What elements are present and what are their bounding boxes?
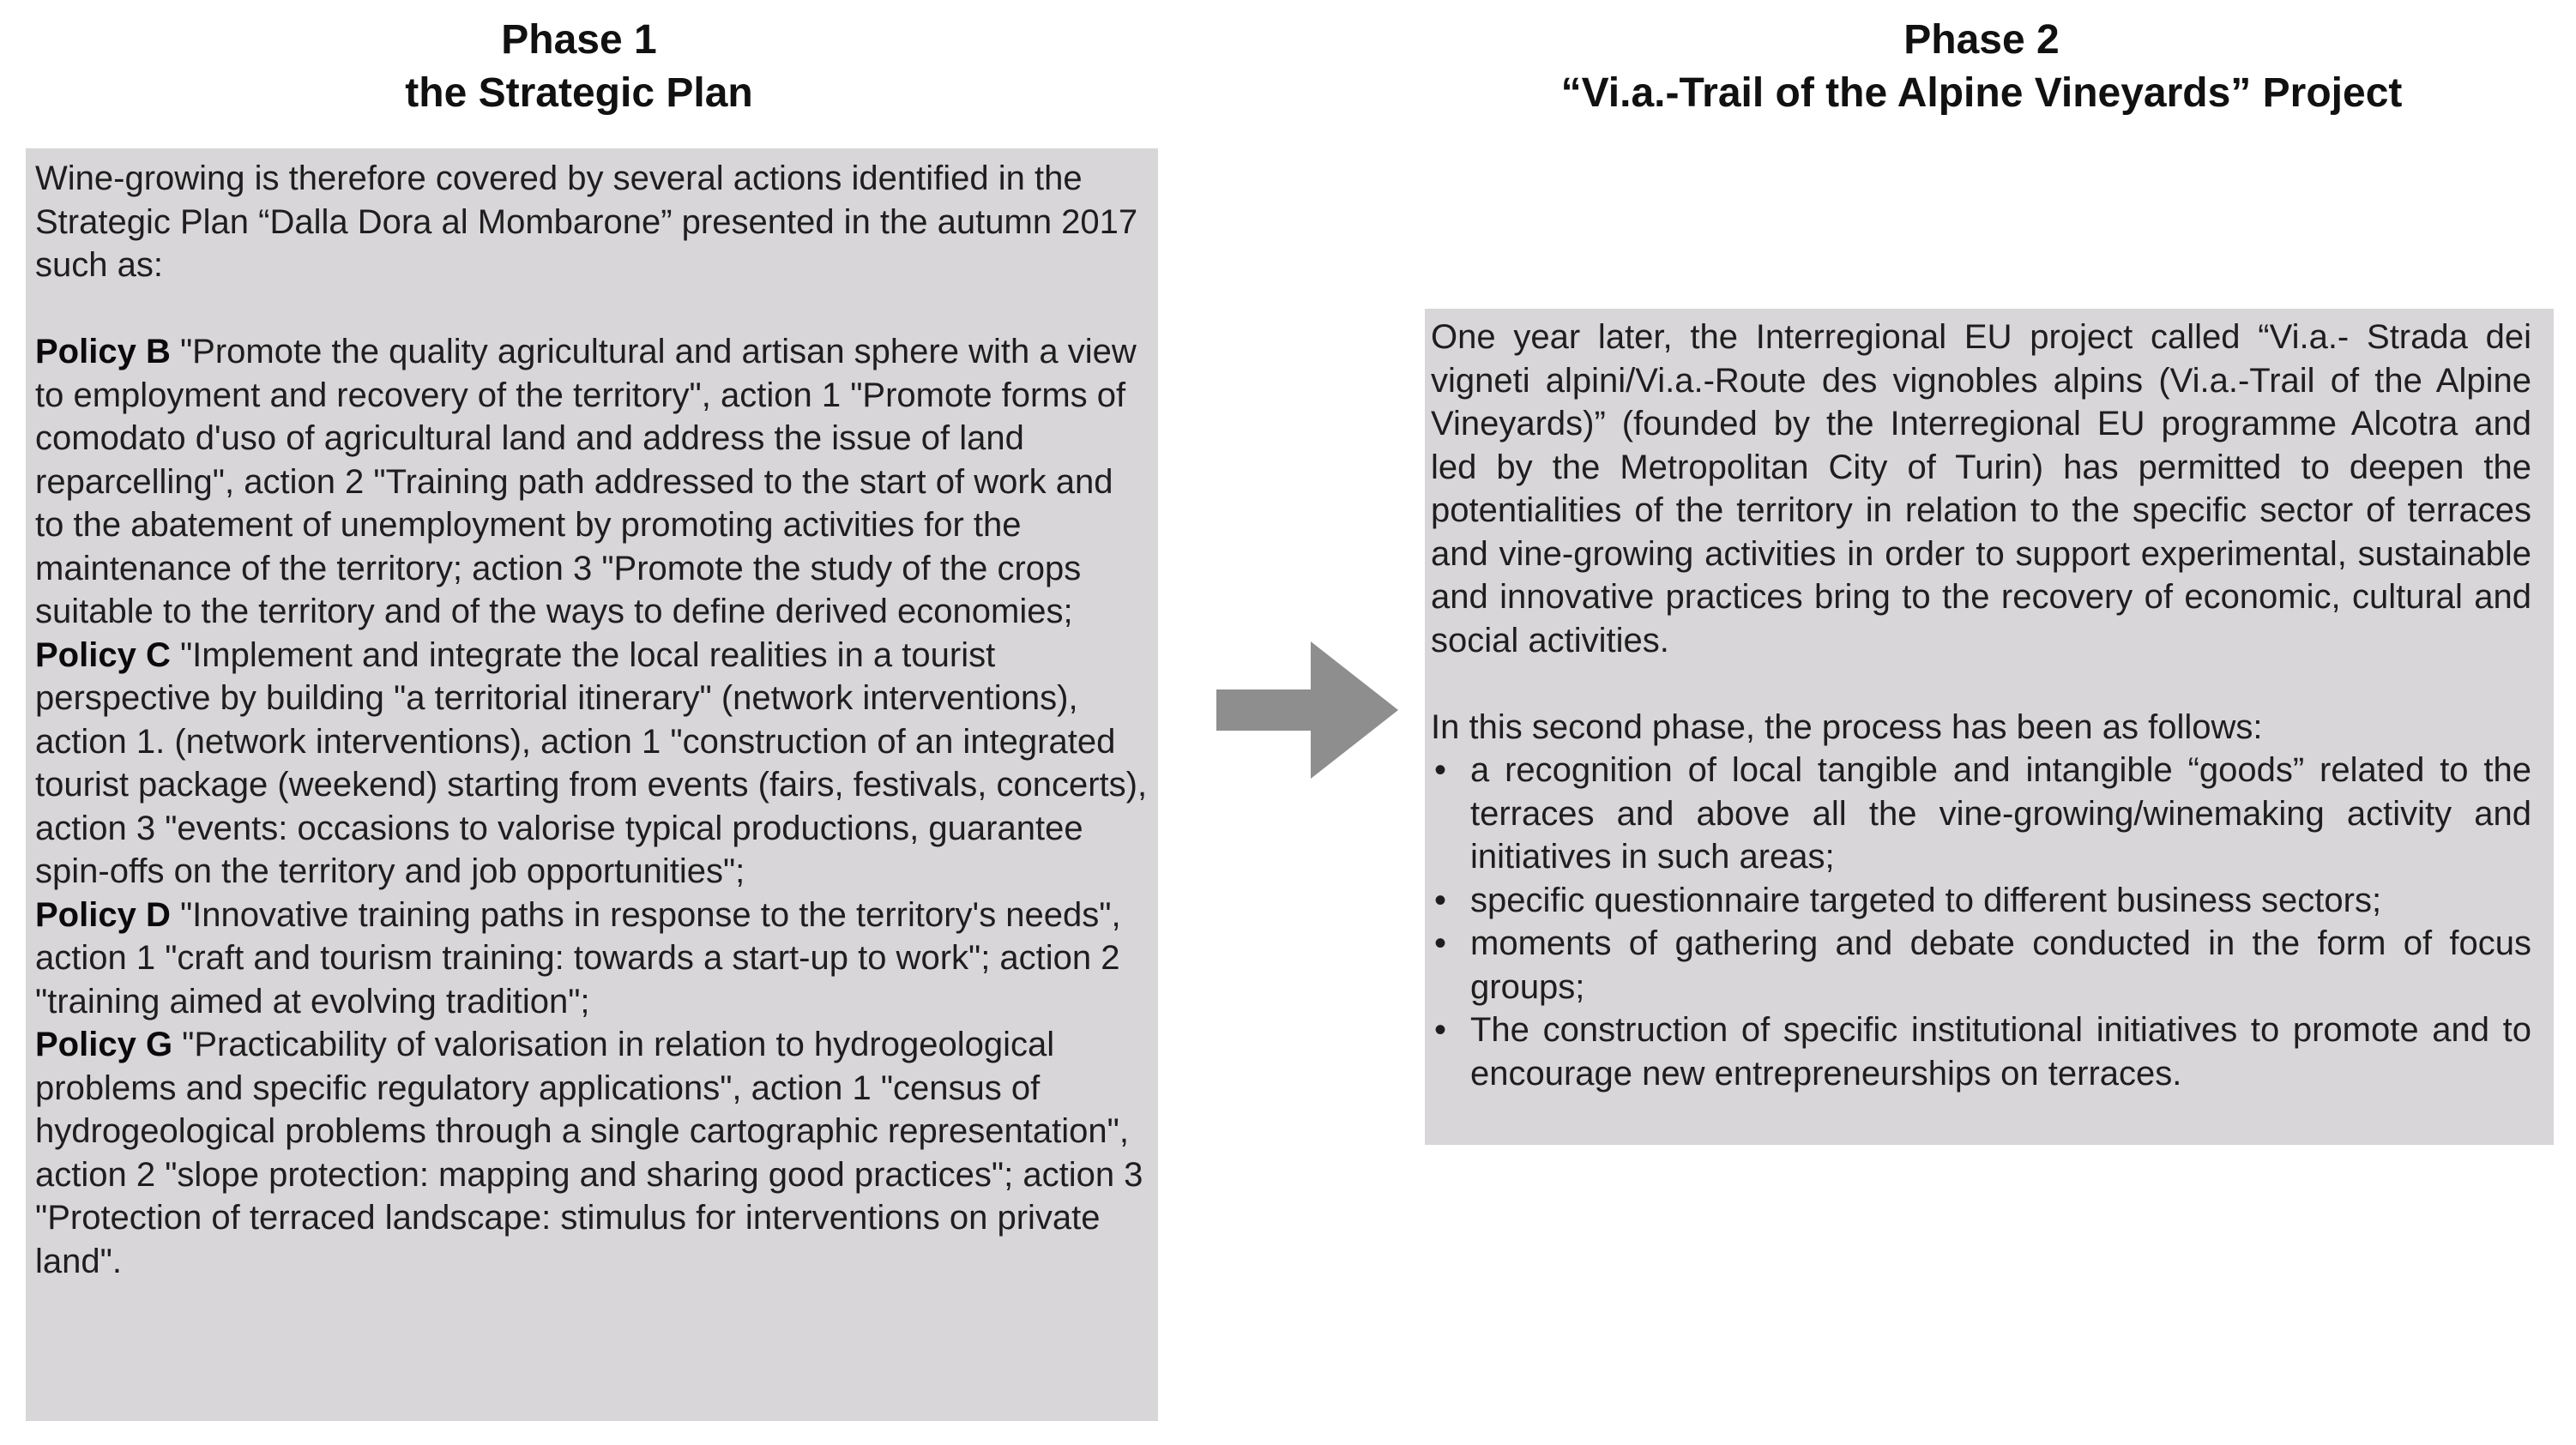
paragraph-spacer <box>35 287 1149 331</box>
strategic-plan-intro: Wine-growing is therefore covered by several actions identified in the Strategic Plan “Dalla Dora al Mombarone” presented in the autumn 2017 such as: <box>35 160 1138 284</box>
strategic-plan-box <box>26 148 1158 1421</box>
list-item-text: moments of gathering and debate conducted in the form of focus groups; <box>1470 924 2531 1006</box>
paragraph-spacer <box>1431 662 2531 706</box>
policy-d-label: Policy D <box>35 895 171 934</box>
arrow-right-shape <box>1216 641 1398 779</box>
bullet-icon: • <box>1434 924 1447 962</box>
bullet-icon: • <box>1434 881 1447 919</box>
policy-b <box>35 330 1149 634</box>
list-item-text: The construction of specific institutional initiatives to promote and to encourage new entrepreneurships on terraces. <box>1470 1011 2531 1093</box>
bullet-icon: • <box>1434 751 1447 789</box>
phase1-title: Phase 1 <box>501 17 657 63</box>
alpine-vineyards-box <box>1425 309 2554 1145</box>
policy-c-text: "Implement and integrate the local realities in a tourist perspective by building "a territorial itinerary" (network interventions), action 1. (network interventions), action 1 "construction of an integrated tourist package (weekend) starting from events (fairs, festivals, concerts), action 3 "events: occasions to valorise typical productions, guarantee spin-offs on the territory and job opportunities"; <box>35 635 1148 890</box>
phase2-subtitle: “Vi.a.-Trail of the Alpine Vineyards” Project <box>1560 70 2403 116</box>
policy-c-label: Policy C <box>35 635 171 674</box>
phase1-heading <box>26 14 1132 120</box>
phase2-heading <box>1424 14 2539 120</box>
arrow-right-icon <box>1216 641 1398 779</box>
process-intro: In this second phase, the process has been as follows: <box>1431 707 2263 746</box>
list-item <box>1431 922 2531 1008</box>
policy-g-label: Policy G <box>35 1026 173 1063</box>
list-item-text: specific questionnaire targeted to different business sectors; <box>1470 881 2382 919</box>
phase1-subtitle: the Strategic Plan <box>405 70 753 116</box>
list-item <box>1431 1008 2531 1095</box>
policy-c <box>35 634 1149 894</box>
list-item <box>1431 749 2531 879</box>
policy-d-text: "Innovative training paths in response to the territory's needs", action 1 "craft and tourism training: towards a start-up to work"; action 2 "training aimed at evolving tradition"; <box>35 895 1121 1021</box>
list-item <box>1431 879 2531 923</box>
policy-d <box>35 894 1149 1024</box>
policy-g-text: "Practicability of valorisation in relation to hydrogeological problems and specific regulatory applications", action 1 "census of hydrogeological problems through a single cartographic representation", action 2 "slope protection: mapping and sharing good practices"; action 3 "Protection of terraced landscape: stimulus for interventions on private land". <box>35 1026 1143 1280</box>
process-list <box>1431 749 2531 1095</box>
policy-b-label: Policy B <box>35 333 171 370</box>
bullet-icon: • <box>1434 1011 1447 1049</box>
policy-b-text: "Promote the quality agricultural and artisan sphere with a view to employment and recovery of the territory", action 1 "Promote forms of comodato d'uso of agricultural land and address the issue of land reparcelling", action 2 "Training path addressed to the start of work and to the abatement of unemployment by promoting activities for the maintenance of the territory; action 3 "Promote the study of the crops suitable to the territory and of the ways to define derived economies; <box>35 333 1137 630</box>
policy-g <box>35 1023 1149 1283</box>
list-item-text: a recognition of local tangible and intangible “goods” related to the terraces and above all the vine-growing/winemaking activity and initiatives in such areas; <box>1470 751 2531 876</box>
project-intro: One year later, the Interregional EU project called “Vi.a.- Strada dei vigneti alpini/Vi.a.-Route des vignobles alpins (Vi.a.-Trail of the Alpine Vineyards)” (founded by the Interregional EU programme Alcotra and led by the Metropolitan City of Turin) has permitted to deepen the potentialities of the territory in relation to the specific sector of terraces and vine-growing activities in order to support experimental, sustainable and innovative practices bring to the recovery of economic, cultural and social activities. <box>1431 318 2531 659</box>
phase2-title: Phase 2 <box>1903 17 2060 63</box>
